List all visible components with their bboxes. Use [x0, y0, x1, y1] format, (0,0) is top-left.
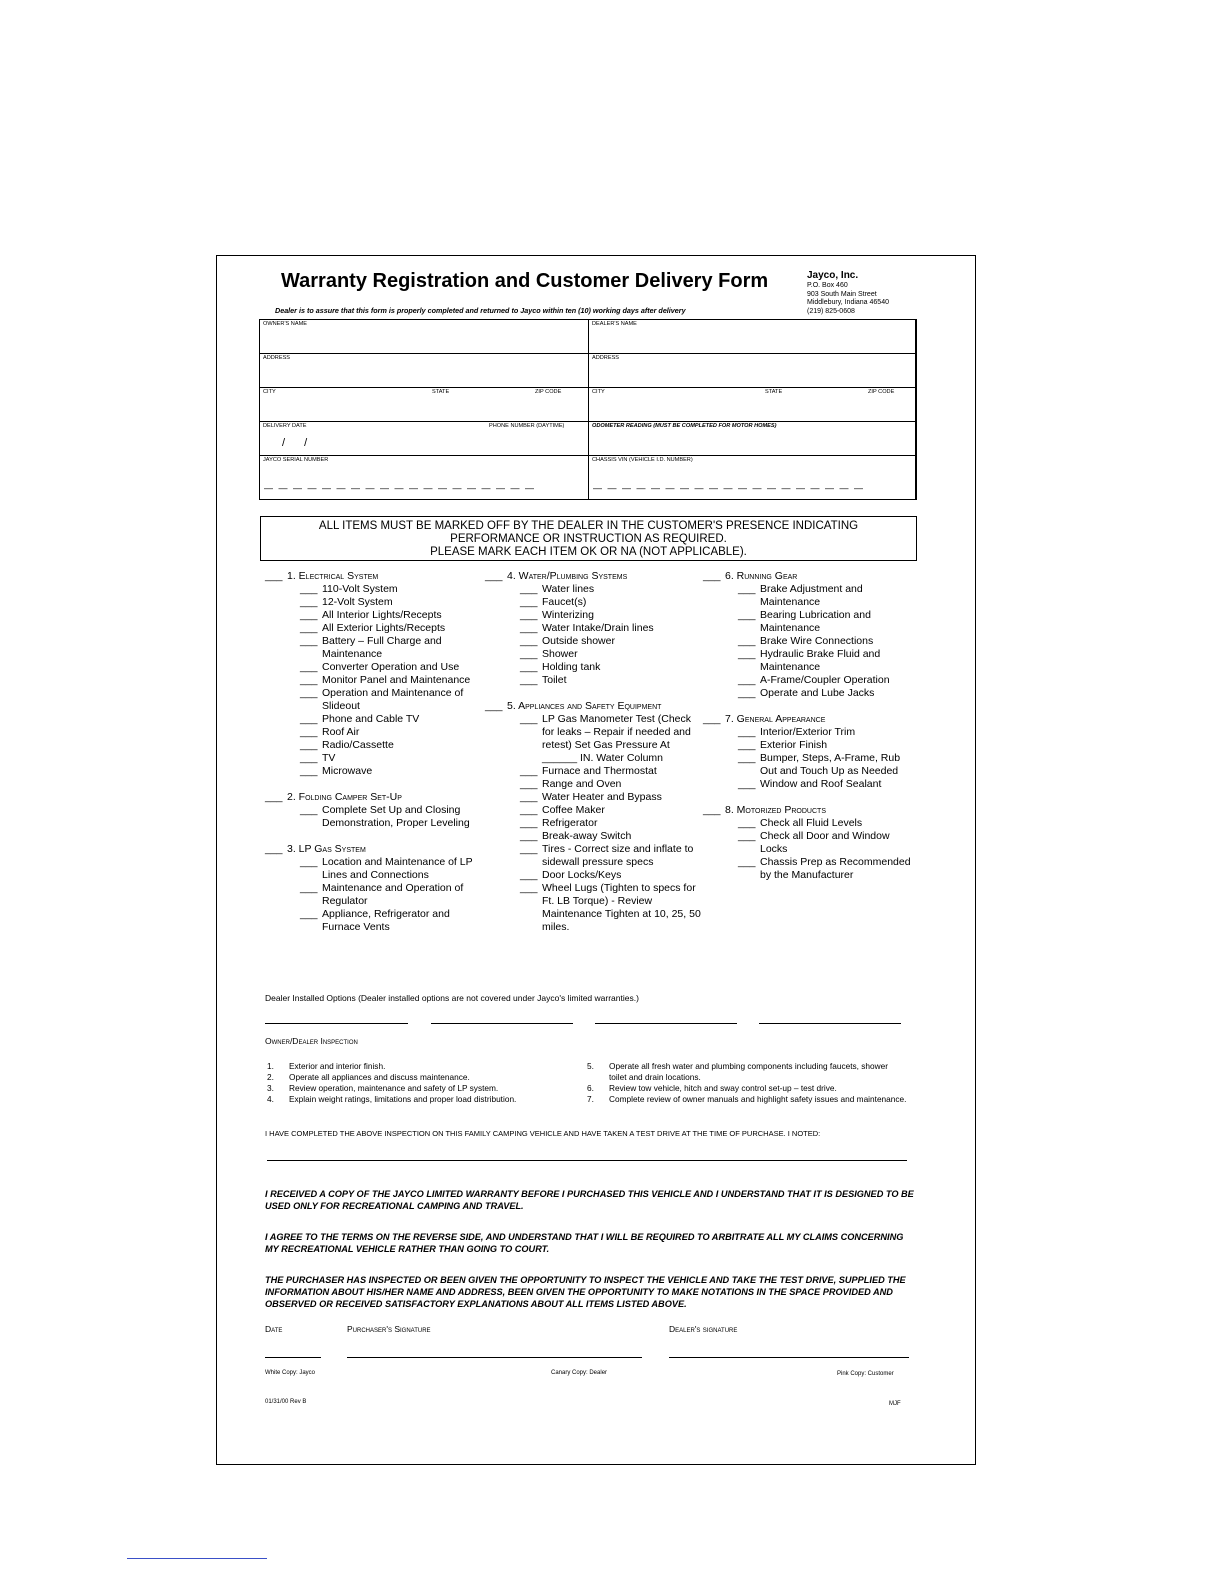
- checklist-item: [265, 635, 475, 661]
- noted-line[interactable]: [267, 1160, 907, 1161]
- checklist-item: [703, 648, 913, 674]
- serial-dashes: — — — — — — — — — — — — — — — — — — —: [264, 483, 536, 493]
- item-label: Microwave: [322, 765, 373, 777]
- owner-address-label: ADDRESS: [263, 355, 291, 361]
- item-checkbox-blank[interactable]: ___: [738, 856, 756, 868]
- inspection-statement: THE PURCHASER HAS INSPECTED OR BEEN GIVEN THE OPPORTUNITY TO INSPECT THE VEHICLE AND TAKE THE TEST DRIVE, SUPPLIED THE INFORMATION ABOUT HIS/HER NAME AND ADDRESS, BEEN GIVEN THE OPPORTUNITY TO MAKE NOTATIONS IN THE SPACE PROVIDED AND OBSERVED OR RECEIVED SATISFACTORY EXPLANATIONS ABOUT ALL ITEMS LISTED ABOVE.: [265, 1275, 906, 1309]
- checklist-section: [265, 843, 475, 856]
- item-checkbox-blank[interactable]: ___: [520, 817, 538, 829]
- canary-copy-label: Canary Copy: Dealer: [551, 1370, 608, 1376]
- checklist-item: [485, 583, 705, 596]
- item-checkbox-blank[interactable]: ___: [738, 687, 756, 699]
- owner-state-label: STATE: [432, 389, 450, 395]
- checklist-item: [703, 583, 913, 609]
- item-label: Exterior Finish: [760, 739, 828, 751]
- checklist-item: [703, 817, 913, 830]
- item-label: Outside shower: [542, 635, 615, 647]
- item-checkbox-blank[interactable]: ___: [300, 622, 318, 634]
- item-label: Bumper, Steps, A-Frame, Rub Out and Touch Up as Needed: [760, 752, 901, 777]
- dealer-installed-options: Dealer Installed Options (Dealer installed options are not covered under Jayco's limited warranties.): [265, 993, 639, 1003]
- dealer-signature-label: Dealer's signature: [669, 1324, 738, 1334]
- checklist-item: [703, 726, 913, 739]
- chassis-vin-field[interactable]: [589, 456, 917, 500]
- section-title: 8. Motorized Products: [725, 804, 826, 816]
- serial-number-label: JAYCO SERIAL NUMBER: [263, 457, 329, 463]
- item-label: Break-away Switch: [542, 830, 632, 842]
- item-label: Operation and Maintenance of Slideout: [322, 687, 464, 712]
- option-line-1[interactable]: [265, 1023, 408, 1024]
- item-checkbox-blank[interactable]: ___: [520, 622, 538, 634]
- checklist-item: [703, 635, 913, 648]
- company-po-box: P.O. Box 460: [807, 282, 848, 289]
- item-checkbox-blank[interactable]: ___: [300, 583, 318, 595]
- item-label: LP Gas Manometer Test (Check for leaks – Repair if needed and retest) Set Gas Pressure At ______ IN. Water Column: [542, 713, 692, 764]
- checklist-item: [703, 778, 913, 791]
- item-label: A-Frame/Coupler Operation: [760, 674, 890, 686]
- checklist-item: [485, 817, 705, 830]
- dealer-state-label: STATE: [765, 389, 783, 395]
- checklist-item: [265, 765, 475, 778]
- inspection-item: 6. Review tow vehicle, hitch and sway control set-up – test drive.: [587, 1083, 837, 1093]
- item-checkbox-blank[interactable]: ___: [738, 609, 756, 621]
- checklist-item: [265, 882, 475, 908]
- section-checkbox-blank[interactable]: ___: [265, 843, 283, 855]
- item-label: Shower: [542, 648, 578, 660]
- checklist-item: [485, 609, 705, 622]
- checklist-item: [485, 648, 705, 661]
- checklist-item: [703, 687, 913, 700]
- item-label: Wheel Lugs (Tighten to specs for Ft. LB Torque) - Review Maintenance Tighten at 10, 25, 50 miles.: [542, 882, 701, 933]
- owner-zip-label: ZIP CODE: [535, 389, 562, 395]
- warranty-form-page: [216, 255, 976, 1465]
- item-label: All Interior Lights/Recepts: [322, 609, 442, 621]
- owners-name-field[interactable]: [260, 320, 589, 354]
- checklist-item: [703, 609, 913, 635]
- notice-line-1: ALL ITEMS MUST BE MARKED OFF BY THE DEALER IN THE CUSTOMER'S PRESENCE INDICATING: [318, 520, 859, 532]
- checklist-item: [485, 843, 705, 869]
- checklist-item: [485, 869, 705, 882]
- item-label: 12-Volt System: [322, 596, 393, 608]
- item-label: TV: [322, 752, 336, 764]
- odometer-field[interactable]: [589, 422, 917, 456]
- checklist-item: [265, 752, 475, 765]
- item-label: Water Intake/Drain lines: [542, 622, 654, 634]
- section-title: 1. Electrical System: [287, 570, 379, 582]
- item-label: Tires - Correct size and inflate to sidewall pressure specs: [542, 843, 694, 868]
- item-label: Faucet(s): [542, 596, 587, 608]
- item-checkbox-blank[interactable]: ___: [738, 752, 756, 764]
- item-checkbox-blank[interactable]: ___: [520, 778, 538, 790]
- section-title: 2. Folding Camper Set-Up: [287, 791, 402, 803]
- checklist-item: [703, 739, 913, 752]
- checklist-item: [265, 908, 475, 934]
- item-checkbox-blank[interactable]: ___: [300, 856, 318, 868]
- item-label: Check all Fluid Levels: [760, 817, 863, 829]
- date-line[interactable]: [265, 1357, 321, 1358]
- checklist-item: [265, 739, 475, 752]
- checklist-item: [265, 596, 475, 609]
- checklist-section: [485, 700, 705, 713]
- item-checkbox-blank[interactable]: ___: [300, 908, 318, 920]
- section-checkbox-blank[interactable]: ___: [265, 791, 283, 803]
- date-label: Date: [265, 1324, 283, 1334]
- item-label: Coffee Maker: [542, 804, 605, 816]
- item-label: Chassis Prep as Recommended by the Manufacturer: [760, 856, 911, 881]
- checklist-item: [265, 622, 475, 635]
- inspection-item: 1. Exterior and interior finish.: [267, 1061, 386, 1071]
- item-checkbox-blank[interactable]: ___: [300, 661, 318, 673]
- inspection-item: 7. Complete review of owner manuals and highlight safety issues and maintenance.: [587, 1094, 907, 1104]
- checklist-item: [265, 804, 475, 830]
- section-checkbox-blank[interactable]: ___: [485, 700, 503, 712]
- checklist-item: [703, 752, 913, 778]
- item-label: Bearing Lubrication and Maintenance: [760, 609, 871, 634]
- item-checkbox-blank[interactable]: ___: [520, 804, 538, 816]
- section-title: 6. Running Gear: [725, 570, 798, 582]
- item-label: Radio/Cassette: [322, 739, 394, 751]
- item-checkbox-blank[interactable]: ___: [738, 648, 756, 660]
- item-checkbox-blank[interactable]: ___: [520, 648, 538, 660]
- item-checkbox-blank[interactable]: ___: [300, 687, 318, 699]
- item-checkbox-blank[interactable]: ___: [738, 583, 756, 595]
- item-checkbox-blank[interactable]: ___: [520, 674, 538, 686]
- item-label: Roof Air: [322, 726, 360, 738]
- checklist-section: [703, 713, 913, 726]
- item-checkbox-blank[interactable]: ___: [738, 778, 756, 790]
- dealer-signature-line[interactable]: [669, 1357, 909, 1358]
- checklist-item: [485, 804, 705, 817]
- option-line-4[interactable]: [759, 1023, 901, 1024]
- section-title: 3. LP Gas System: [287, 843, 366, 855]
- registration-fields: [259, 319, 917, 500]
- item-label: Operate and Lube Jacks: [760, 687, 875, 699]
- item-label: Toilet: [542, 674, 567, 686]
- checklist-item: [265, 583, 475, 596]
- chassis-vin-label: CHASSIS VIN (VEHICLE I.D. NUMBER): [592, 457, 693, 463]
- checklist-item: [485, 882, 705, 934]
- item-checkbox-blank[interactable]: ___: [300, 882, 318, 894]
- section-title: 5. Appliances and Safety Equipment: [507, 700, 662, 712]
- inspection-completed-statement: I HAVE COMPLETED THE ABOVE INSPECTION ON THIS FAMILY CAMPING VEHICLE AND HAVE TAKEN A TEST DRIVE AT THE TIME OF PURCHASE. I NOTED:: [265, 1129, 821, 1138]
- checklist-item: [485, 674, 705, 687]
- owners-name-label: OWNER'S NAME: [263, 321, 307, 327]
- item-checkbox-blank[interactable]: ___: [300, 765, 318, 777]
- item-label: 110-Volt System: [322, 583, 398, 595]
- item-checkbox-blank[interactable]: ___: [520, 765, 538, 777]
- delivery-date-phone-field[interactable]: [260, 422, 589, 456]
- inspection-title: Owner/Dealer Inspection: [265, 1036, 358, 1046]
- checklist-item: [265, 674, 475, 687]
- item-label: Appliance, Refrigerator and Furnace Vents: [322, 908, 450, 933]
- dealer-city-label: CITY: [592, 389, 605, 395]
- item-label: Water Heater and Bypass: [542, 791, 662, 803]
- pink-copy-label: Pink Copy: Customer: [837, 1371, 894, 1377]
- vin-dashes: — — — — — — — — — — — — — — — — — — —: [593, 483, 865, 493]
- section-title: 4. Water/Plumbing Systems: [507, 570, 628, 582]
- checklist-item: [265, 726, 475, 739]
- inspection-item: 2. Operate all appliances and discuss maintenance.: [267, 1072, 470, 1082]
- item-checkbox-blank[interactable]: ___: [300, 752, 318, 764]
- inspection-item: 4. Explain weight ratings, limitations and proper load distribution.: [267, 1094, 517, 1104]
- revision-label: 01/31/00 Rev B: [265, 1399, 307, 1405]
- item-label: Window and Roof Sealant: [760, 778, 882, 790]
- dealers-name-label: DEALER'S NAME: [592, 321, 637, 327]
- checklist-section: [485, 570, 705, 583]
- phone-label: PHONE NUMBER (DAYTIME): [489, 423, 565, 429]
- checklist-item: [485, 778, 705, 791]
- item-label: Interior/Exterior Trim: [760, 726, 856, 738]
- inspection-item: 3. Review operation, maintenance and safety of LP system.: [267, 1083, 499, 1093]
- checklist-item: [485, 713, 705, 765]
- owner-address-field[interactable]: [260, 354, 589, 388]
- checklist-item: [265, 687, 475, 713]
- owner-city-label: CITY: [263, 389, 276, 395]
- item-label: Water lines: [542, 583, 595, 595]
- item-label: Furnace and Thermostat: [542, 765, 657, 777]
- item-checkbox-blank[interactable]: ___: [520, 830, 538, 842]
- checklist-section: [265, 791, 475, 804]
- company-phone: (219) 825-0608: [807, 307, 855, 315]
- checklist-item: [265, 609, 475, 622]
- checklist-item: [485, 635, 705, 648]
- initials-label: MJF: [889, 1401, 901, 1407]
- arbitration-statement: I AGREE TO THE TERMS ON THE REVERSE SIDE, AND UNDERSTAND THAT I WILL BE REQUIRED TO ARBITRATE ALL MY CLAIMS CONCERNING MY RECREATIONAL VEHICLE RATHER THAN GOING TO COURT.: [265, 1232, 904, 1254]
- checklist-item: [485, 791, 705, 804]
- item-label: Phone and Cable TV: [322, 713, 420, 725]
- inspection-item: 5. Operate all fresh water and plumbing components including faucets, shower toilet and drain locations.: [587, 1061, 889, 1082]
- checklist-item: [485, 830, 705, 843]
- serial-number-field[interactable]: [260, 456, 589, 500]
- item-label: Winterizing: [542, 609, 594, 621]
- odometer-label: ODOMETER READING (MUST BE COMPLETED FOR MOTOR HOMES): [592, 423, 777, 429]
- white-copy-label: White Copy: Jayco: [265, 1370, 316, 1376]
- section-title: 7. General Appearance: [725, 713, 826, 725]
- company-address: [807, 270, 889, 316]
- item-checkbox-blank[interactable]: ___: [520, 661, 538, 673]
- dealer-address-field[interactable]: [589, 354, 917, 388]
- item-label: Complete Set Up and Closing Demonstration, Proper Leveling: [322, 804, 470, 829]
- option-line-3[interactable]: [595, 1023, 737, 1024]
- checklist-item: [703, 674, 913, 687]
- item-checkbox-blank[interactable]: ___: [738, 674, 756, 686]
- dealer-instruction: Dealer is to assure that this form is properly completed and returned to Jayco within ten (10) working days after delivery: [275, 306, 686, 315]
- section-checkbox-blank[interactable]: ___: [485, 570, 503, 582]
- item-label: Check all Door and Window Locks: [760, 830, 890, 855]
- item-label: Brake Wire Connections: [760, 635, 874, 647]
- section-checkbox-blank[interactable]: ___: [703, 713, 721, 725]
- item-checkbox-blank[interactable]: ___: [300, 804, 318, 816]
- checklist-column-2: [485, 570, 705, 934]
- item-checkbox-blank[interactable]: ___: [300, 609, 318, 621]
- item-checkbox-blank[interactable]: ___: [300, 713, 318, 725]
- item-label: Converter Operation and Use: [322, 661, 460, 673]
- checklist-column-3: [703, 570, 913, 882]
- notice-line-3: PLEASE MARK EACH ITEM OK OR NA (NOT APPLICABLE).: [430, 546, 747, 558]
- company-street: 903 South Main Street: [807, 290, 877, 298]
- checklist-item: [265, 661, 475, 674]
- option-line-2[interactable]: [431, 1023, 573, 1024]
- checklist-item: [265, 856, 475, 882]
- item-checkbox-blank[interactable]: ___: [300, 635, 318, 647]
- checklist-column-1: [265, 570, 475, 934]
- purchaser-signature-label: Purchaser's Signature: [347, 1324, 431, 1334]
- checklist-item: [703, 856, 913, 882]
- dealers-name-field[interactable]: [589, 320, 917, 354]
- item-checkbox-blank[interactable]: ___: [520, 635, 538, 647]
- dealer-city-state-zip-field[interactable]: [589, 388, 917, 422]
- checklist-item: [485, 622, 705, 635]
- item-label: Maintenance and Operation of Regulator: [322, 882, 464, 907]
- dealer-notice-box: [260, 516, 917, 561]
- warranty-statement: I RECEIVED A COPY OF THE JAYCO LIMITED WARRANTY BEFORE I PURCHASED THIS VEHICLE AND I UNDERSTAND THAT IT IS DESIGNED TO BE USED ONLY FOR RECREATIONAL CAMPING AND TRAVEL.: [265, 1189, 914, 1211]
- checklist-item: [485, 596, 705, 609]
- item-label: All Exterior Lights/Recepts: [322, 622, 446, 634]
- item-checkbox-blank[interactable]: ___: [520, 869, 538, 881]
- notice-line-2: PERFORMANCE OR INSTRUCTION AS REQUIRED.: [450, 533, 727, 545]
- checklist-section: [265, 570, 475, 583]
- item-checkbox-blank[interactable]: ___: [520, 596, 538, 608]
- item-label: Monitor Panel and Maintenance: [322, 674, 471, 686]
- item-checkbox-blank[interactable]: ___: [738, 726, 756, 738]
- dealer-zip-label: ZIP CODE: [868, 389, 895, 395]
- item-label: Range and Oven: [542, 778, 622, 790]
- item-checkbox-blank[interactable]: ___: [738, 830, 756, 842]
- item-checkbox-blank[interactable]: ___: [738, 739, 756, 751]
- form-title: Warranty Registration and Customer Delivery Form: [281, 270, 769, 292]
- purchaser-signature-line[interactable]: [347, 1357, 642, 1358]
- date-slashes: / /: [282, 437, 308, 449]
- inspection-list-right: [587, 1061, 907, 1105]
- item-checkbox-blank[interactable]: ___: [300, 596, 318, 608]
- section-checkbox-blank[interactable]: ___: [265, 570, 283, 582]
- item-checkbox-blank[interactable]: ___: [738, 635, 756, 647]
- item-checkbox-blank[interactable]: ___: [520, 882, 538, 894]
- item-checkbox-blank[interactable]: ___: [300, 739, 318, 751]
- item-label: Location and Maintenance of LP Lines and Connections: [322, 856, 473, 881]
- item-label: Door Locks/Keys: [542, 869, 622, 881]
- delivery-date-label: DELIVERY DATE: [263, 423, 307, 429]
- checklist-section: [703, 804, 913, 817]
- item-label: Battery – Full Charge and Maintenance: [322, 635, 442, 660]
- section-checkbox-blank[interactable]: ___: [703, 570, 721, 582]
- checklist-item: [485, 765, 705, 778]
- checklist-item: [703, 830, 913, 856]
- checklist-section: [703, 570, 913, 583]
- item-checkbox-blank[interactable]: ___: [300, 726, 318, 738]
- item-checkbox-blank[interactable]: ___: [520, 583, 538, 595]
- item-checkbox-blank[interactable]: ___: [520, 791, 538, 803]
- dealer-address-label: ADDRESS: [592, 355, 620, 361]
- section-checkbox-blank[interactable]: ___: [703, 804, 721, 816]
- item-checkbox-blank[interactable]: ___: [520, 843, 538, 855]
- item-checkbox-blank[interactable]: ___: [300, 674, 318, 686]
- item-label: Brake Adjustment and Maintenance: [760, 583, 863, 608]
- item-label: Holding tank: [542, 661, 601, 673]
- inspection-list-left: [267, 1061, 577, 1105]
- checklist-item: [485, 661, 705, 674]
- item-checkbox-blank[interactable]: ___: [520, 713, 538, 725]
- checklist-item: [265, 713, 475, 726]
- company-name: Jayco, Inc.: [807, 270, 859, 281]
- owner-city-state-zip-field[interactable]: [260, 388, 589, 422]
- company-city: Middlebury, Indiana 46540: [807, 299, 889, 306]
- item-checkbox-blank[interactable]: ___: [738, 817, 756, 829]
- item-label: Refrigerator: [542, 817, 598, 829]
- bottom-divider: [127, 1558, 267, 1559]
- item-label: Hydraulic Brake Fluid and Maintenance: [760, 648, 881, 673]
- item-checkbox-blank[interactable]: ___: [520, 609, 538, 621]
